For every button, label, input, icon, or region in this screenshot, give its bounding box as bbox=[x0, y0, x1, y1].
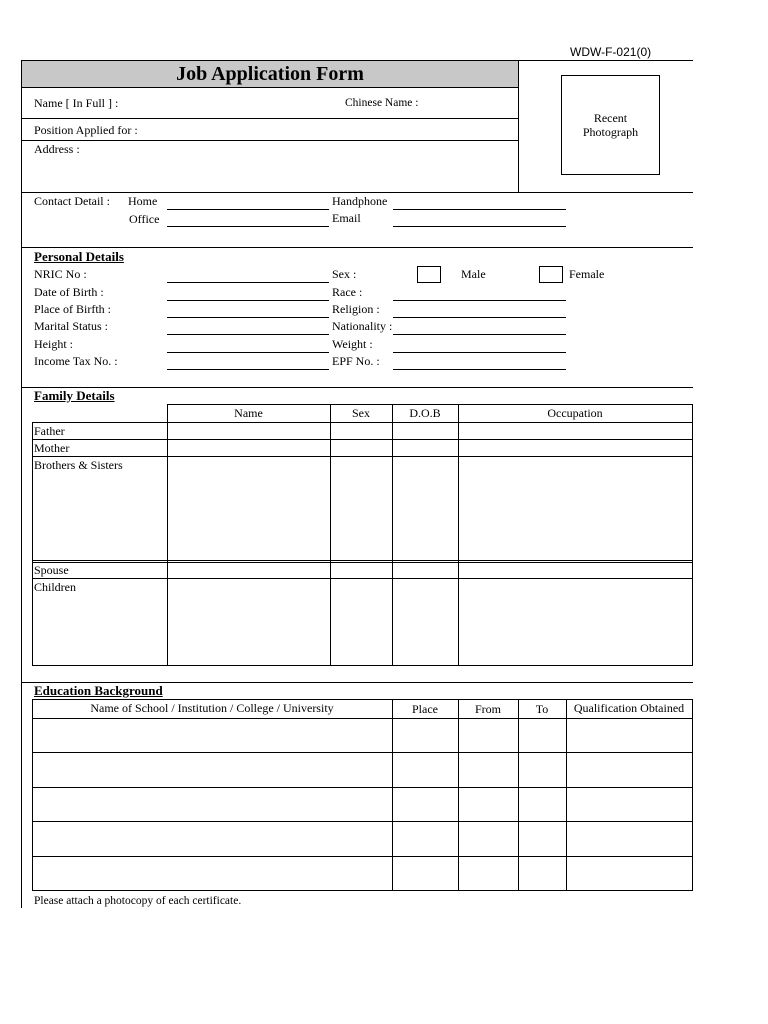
contact-home-label: Home bbox=[128, 194, 158, 208]
family-col-name: Name bbox=[234, 406, 263, 420]
weight-label: Weight : bbox=[332, 337, 373, 351]
family-col-sex: Sex bbox=[352, 406, 370, 420]
contact-label: Contact Detail : bbox=[34, 194, 110, 208]
male-checkbox[interactable] bbox=[417, 266, 441, 283]
nric-field[interactable] bbox=[167, 282, 329, 283]
education-heading: Education Background bbox=[34, 683, 163, 698]
income-tax-label: Income Tax No. : bbox=[34, 354, 118, 368]
religion-field[interactable] bbox=[393, 317, 566, 318]
epf-label: EPF No. : bbox=[332, 354, 380, 368]
contact-email-field[interactable] bbox=[393, 226, 566, 227]
contact-handphone-label: Handphone bbox=[332, 194, 388, 208]
form-code: WDW-F-021(0) bbox=[570, 45, 652, 59]
certificate-note: Please attach a photocopy of each certificate. bbox=[34, 895, 242, 907]
female-checkbox[interactable] bbox=[539, 266, 563, 283]
contact-office-label: Office bbox=[129, 212, 160, 226]
family-row-father: Father bbox=[34, 424, 65, 438]
personal-heading: Personal Details bbox=[34, 249, 124, 264]
marital-field[interactable] bbox=[167, 334, 329, 335]
address-label: Address : bbox=[34, 142, 80, 156]
sex-label: Sex : bbox=[332, 267, 357, 281]
pob-label: Place of Birfth : bbox=[34, 302, 111, 316]
height-field[interactable] bbox=[167, 352, 329, 353]
race-field[interactable] bbox=[393, 300, 566, 301]
weight-field[interactable] bbox=[393, 352, 566, 353]
religion-label: Religion : bbox=[332, 302, 380, 316]
contact-handphone-field[interactable] bbox=[393, 209, 566, 210]
family-row-siblings: Brothers & Sisters bbox=[34, 458, 123, 472]
pob-field[interactable] bbox=[167, 317, 329, 318]
family-row-children: Children bbox=[34, 580, 76, 594]
family-row-mother: Mother bbox=[34, 441, 70, 455]
edu-col-place: Place bbox=[412, 702, 438, 716]
family-row-spouse: Spouse bbox=[34, 563, 69, 577]
nric-label: NRIC No : bbox=[34, 267, 87, 281]
edu-col-school: Name of School / Institution / College / University bbox=[90, 701, 334, 715]
marital-label: Marital Status : bbox=[34, 319, 108, 333]
female-label: Female bbox=[569, 267, 605, 281]
epf-field[interactable] bbox=[393, 369, 566, 370]
nationality-field[interactable] bbox=[393, 334, 566, 335]
edu-col-to: To bbox=[535, 702, 549, 716]
edu-col-qualification: Qualification Obtained bbox=[573, 701, 685, 715]
dob-field[interactable] bbox=[167, 300, 329, 301]
dob-label: Date of Birth : bbox=[34, 285, 104, 299]
height-label: Height : bbox=[34, 337, 73, 351]
chinese-name-label: Chinese Name : bbox=[345, 97, 419, 109]
male-label: Male bbox=[461, 267, 486, 281]
nationality-label: Nationality : bbox=[332, 319, 393, 333]
position-label: Position Applied for : bbox=[34, 123, 138, 137]
contact-email-label: Email bbox=[332, 211, 361, 225]
photo-label-1: Recent bbox=[593, 111, 628, 125]
contact-office-field[interactable] bbox=[167, 226, 329, 227]
race-label: Race : bbox=[332, 285, 363, 299]
name-label: Name [ In Full ] : bbox=[34, 96, 119, 110]
contact-home-field[interactable] bbox=[167, 209, 329, 210]
family-heading: Family Details bbox=[34, 388, 115, 403]
photo-label-2: Photograph bbox=[582, 125, 639, 139]
page-title: Job Application Form bbox=[176, 63, 364, 85]
edu-col-from: From bbox=[474, 702, 501, 716]
income-tax-field[interactable] bbox=[167, 369, 329, 370]
family-col-occupation: Occupation bbox=[547, 406, 603, 420]
family-col-dob: D.O.B bbox=[409, 406, 441, 420]
